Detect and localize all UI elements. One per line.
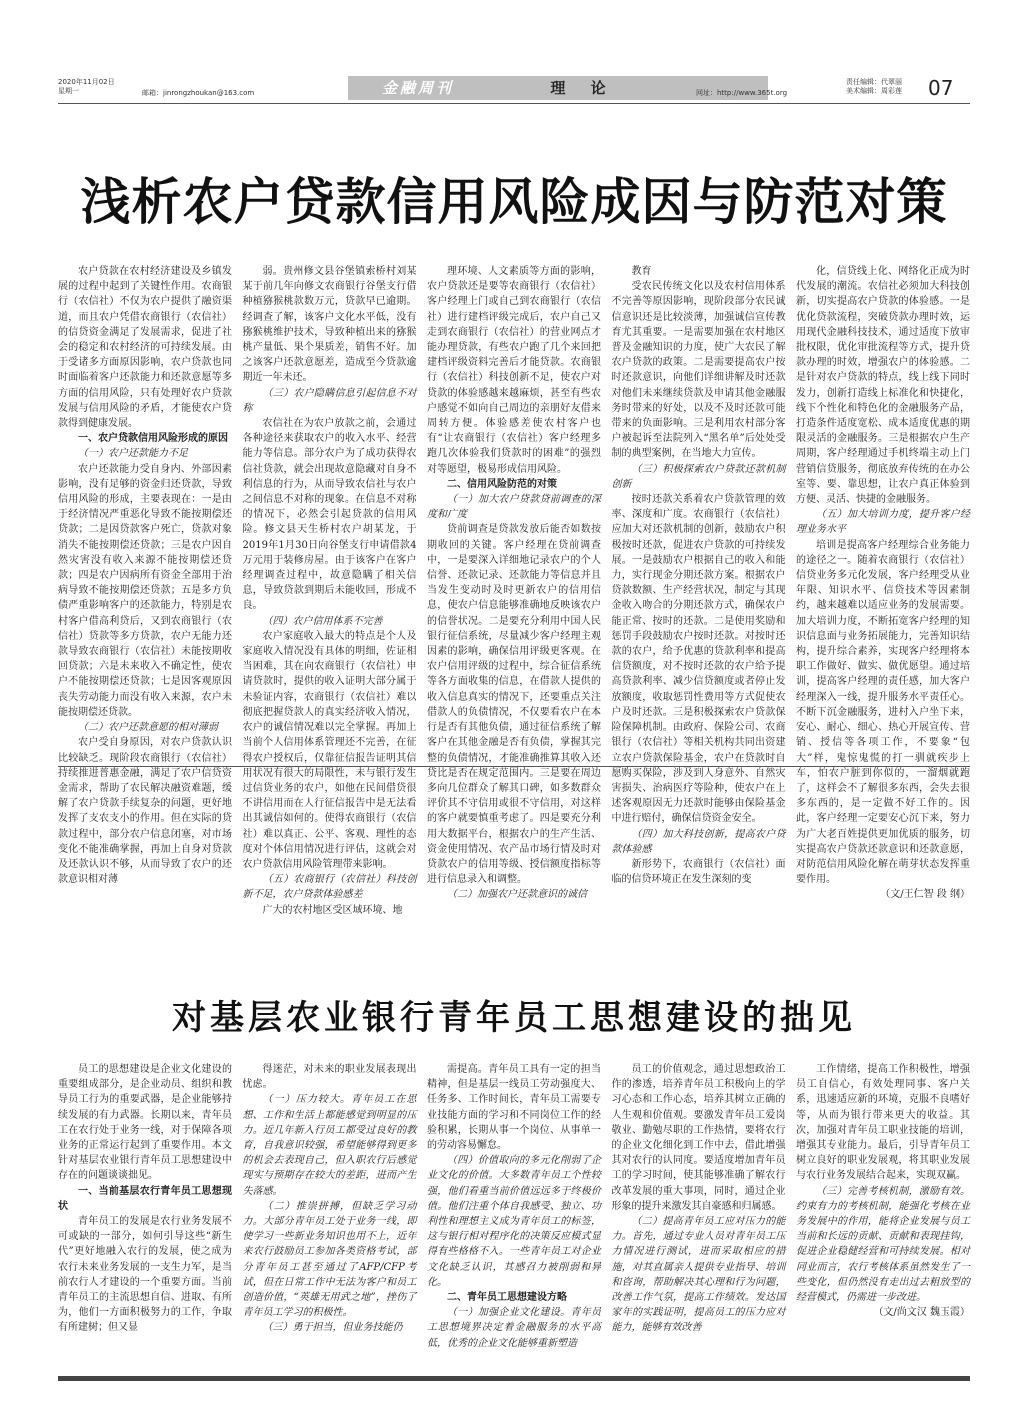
article1-column [58,264,232,886]
paragraph: 农户还款能力受自身内、外部因素影响，没有足够的资金归还贷款，导致信用风险的形成，主要表现在：一是由于经济情况严重恶化导致不能按期偿还贷款；二是因贷款客户死亡，贷款对象消失不能按期偿还贷款；三是农户因自然灾害没有收入来源不能按期偿还贷款；四是农户因病所有资金全部用于治病导致不能按期偿还贷款；五是多方负债严重影响客户的还款能力，特别是农村客户借高利贷后，又到农商银行（农信社）贷款等多方贷款，农户无能力还款导致农商银行（农信社）未能按期收回贷款；六是未来收入不确定性，使农户不能按期偿还贷款；七是因客观原因丧失劳动能力而没有收入来源，农户未能按期偿还贷款。 [58,463,232,718]
section-heading: 二、青年员工思想建设方略 [447,1292,567,1304]
paragraph: 员工的思想建设是企业文化建设的重要组成部分，是企业动员、组织和教导员工行为的重要武器，是企业能够持续发展的有力武器。长期以来，青年员工在农行处于业务一线，对于保障各项业务的正常运行起到了重要作用。本文针对基层农业银行青年员工思想建设中存在的问题谈谈拙见。 [58,1064,232,1182]
subsection-heading: （五）加大培训力度，提升客户经理业务水平 [796,509,970,536]
article1-column [796,264,970,901]
paragraph: 得迷茫，对未来的职业发展表现出忧虑。 [242,1064,417,1091]
paragraph: 教育 [631,266,652,277]
subsection-heading: （四）加大科技创新，提高农户贷款体验感 [611,828,786,855]
subsection-heading: （二）推崇拼搏，但缺乏学习动力。大部分青年员工处于业务一线，即使学习一些新业务知识也用不上，近年来农行鼓励员工参加各类资格考试，部分青年员工甚至通过了AFP/CFP考试，但在日常工作中无法为客户和员工创造价值，“英雄无用武之地”，挫伤了青年员工学习的积极性。 [242,1200,417,1319]
responsible-editor: 责任编辑：代翠丽 [846,78,902,86]
section-heading: 一、当前基层农行青年员工思想现状 [58,1185,232,1212]
article2-column [796,1062,970,1362]
subsection-heading: （三）积极探索农户贷款还款机制创新 [611,463,786,490]
paragraph: 广大的农村地区受区域环境、地 [262,904,403,916]
paragraph: 农户贷款在农村经济建设及乡镇发展的过程中起到了关键性作用。农商银行（农信社）不仅为农户提供了融资渠道，而且农户凭借农商银行（农信社）的信贷资金满足了发展需求，促进了社会的稳定和农村经济的可持续发展。由于受诸多方面原因影响，农户贷款也同时面临着客户还款能力和还款意愿等多方面的信用风险，只有处理好农户贷款发展与信用风险的矛盾，才能使农户贷款得到健康发展。 [58,266,232,430]
paragraph: 农信社在为农户放款之前，会通过各种途径来获取农户的收入水平、经营能力等信息。部分农户为了成功获得农信社贷款，就会出现故意隐藏对自身不利信息的行为，从而导致农信社与农户之间信息不对称的现象。在信息不对称的情况下，必然会引起贷款的信用风险。修文县天生桥村农户胡某龙，于2019年1月30日向谷堡支行申请借款4万元用于装修房屋。由于该客户在客户经理调查过程中，故意隐瞒了相关信息，导致贷款到期后未能收回，形成不良。 [242,418,417,612]
section-heading: 一、农户贷款信用风险形成的原因 [78,433,228,445]
masthead: 金融周刊 [381,79,454,97]
art-editor: 美术编辑：周彩莲 [846,87,902,95]
subsection-heading: （二）加强农户还款意识的诚信 [447,889,587,901]
paragraph: 新形势下，农商银行（农信社）面临的信贷环境正在发生深刻的变 [611,858,786,886]
subsection-heading: （一）加大农户贷款贷前调查的深度和广度 [427,494,601,521]
paragraph: 员工的价值观念，通过思想政治工作的渗透，培养青年员工积极向上的学习心态和工作心态，培养其树立正确的人生观和价值观。要激发青年员工爱岗敬业、勤勉尽职的工作热情，要将农行的企业文化细化到工作中去，借此增强其对农行的认同度。要适度增加青年员工的学习时间，使其能够准确了解农行改革发展的重大事项，同时，通过企业形象的提升来激发其自豪感和归属感。 [611,1064,786,1212]
section-name: 理 论 [550,79,616,97]
subsection-heading: （四）价值取向的多元化削弱了企业文化的价值。大多数青年员工个性较强，他们看重当前价值远远多于终极价值。他们注重个体自我感受、独立、功利性和理想主义成为青年员工的标签，这与银行相对程序化的决策反应模式显得有些格格不入。一些青年员工对企业文化缺乏认识，其感召力被削弱和异化。 [427,1155,601,1288]
paragraph: 农户家庭收入最大的特点是个人及家庭收入情况没有具体的明细，佐证相当困难，其在向农商银行（农信社）申请贷款时，提供的收入证明大部分属于未验证内容，农商银行（农信社）难以彻底把握贷款人的真实经济收入情况，农户的诚信情况难以完全掌握。再加上当前个人信用体系管理还不完善，在征得农户授权后，仅靠征信报告证明其信用状况有很大的局限性，未与银行发生过信贷业务的农户，如他在民间借贷很不讲信用而在人行征信报告中是无法看出其诚信如何的。使得农商银行（农信社）难以真正、公平、客观、理性的态度对个体信用情况进行评估，这就会对农户贷款信用风险管理带来影响。 [242,630,417,870]
article1-title: 浅析农户贷款信用风险成因与防范对策 [80,173,948,231]
article2-column [612,1062,786,1362]
subsection-heading: （一）加强企业文化建设。青年员工思想境界决定着金融服务的水平高低，优秀的企业文化能够重新塑造 [427,1307,601,1349]
article1-body [58,264,970,916]
paragraph: 培训是提高客户经理综合业务能力的途径之一。随着农商银行（农信社）信贷业务多元化发展，客户经理受从业年限、知识水平、信贷技术等因素制约，越来越难以适应业务的发展需要。加大培训力度，不断拓宽客户经理的知识信息面与业务拓展能力，完善知识结构，提升综合素养，实现客户经理将本职工作做好、做实、做优愿望。通过培训，提高客户经理的责任感，加大客户经理深入一线，提升服务水平责任心。不断下沉金融服务，进村入户坐下来，安心、耐心、细心、热心开展宣传、营销、授信等各项工作，不要象“包大”样，鬼惊鬼慌的打一驯就疾步上车，怕农户脏到你似的，一溜烟就跑了，这样会不了解很多东西，会失去很多东西的，是一定做不好工作的。因此，客户经理一定要安心沉下来，努力为广大老百姓提供更加优质的服务，切实提高农户贷款还款意识和还款意愿，对防范信用风险化解在萌芽状态发挥重要作用。 [796,539,970,886]
date-block [58,78,115,96]
page-number: 07 [928,76,954,100]
subsection-heading: （三）勇于担当，但业务技能仍 [262,1322,403,1334]
section-heading: 二、信用风险防范的对策 [447,478,557,490]
issue-weekday: 星期一 [58,87,79,95]
paragraph: 按时还款关系着农户贷款管理的效率、深度和广度。农商银行（农信社）应加大对还款机制的创新，鼓励农户积极按时还款，促进农户贷款的可持续发展。一是鼓励农户根据自己的收入和能力，实行现金分期还款方案。根据农户贷款数额、生产经营状况，制定与其现金收入吻合的分期还款方式，确保农户能正常、按时的还款。二是使用奖励和惩罚手段鼓励农户按时还款。对按时还款的农户，给予优惠的贷款利率和提高信贷额度，对不按时还款的农户给予提高贷款利率、减少信贷额度或者停止发放额度，收取惩罚性费用等方式促使农户及时还款。三是积极探索农户贷款保险保障机制。由政府、保险公司、农商银行（农信社）等相关机构共同出资建立农户贷款保险基金，农户在贷款时自愿购买保险，涉及到人身意外、自然灾害损失、治病医疗等险种，使农户在上述客观原因无力还款时能够由保险基金中进行赔付，确保信贷资金安全。 [611,494,786,825]
paragraph: 弱。贵州修文县谷堡镇索桥村刘某某于前几年向修文农商银行谷堡支行借种植猕猴桃款数万元，贷款早已逾期。经调查了解，该客户文化水平低，没有猕猴桃维护技术，导致种植出来的猕猴桃产量低、果个果质差，销售不好。加之该客户还款意愿差，造成至今贷款逾期近一年未还。 [242,266,417,384]
subsection-heading: （三）农户隐瞒信息引起信息不对称 [242,387,417,414]
article-divider [58,766,970,767]
paragraph: 青年员工的发展是农行业务发展不可或缺的一部分，如何引导这些“新生代”更好地融入农行的发展，使之成为农行未来业务发展的一支生力军，是当前农行人才建设的一个重要方面。当前青年员工的主流思想自信、进取、有所为，他们一方面积极努力的工作，争取有所建树；但又显 [58,1216,232,1334]
article2-column [427,1062,601,1362]
author-signature: （文/王仁智 段 纲） [880,889,970,901]
paragraph: 贷前调查是贷款发放后能否如数按期收回的关键。客户经理在贷前调查中，一是要深入详细地记录农户的个人信誉、还款记录、还款能力等信息并且当发生变动时及时更新农户的信用信息，使农户信息能够准确地反映该农户的信誉状况。二是要充分利用中国人民银行征信系统，尽量减少客户经理主观因素的影响，确保信用评级更客观。在农户信用评级的过程中，综合征信系统等各方面收集的信息，在借款人提供的收入信息真实的情况下，还要重点关注借款人的负债情况，不仅要看农户在本行是否有其他负债，通过征信系统了解客户在其他金融是否有负债，掌握其完整的负债情况，才能准确推算其收入还贷比是否在规定范围内。三是要在周边多向几位群众了解其口碑，如多数群众评价其不守信用或很不守信用，对这样的客户就要慎重考虑了。四是要充分利用大数据平台，根据农户的生产生活、资金使用情况、农产品市场行情及时对贷款农户的信用等级、授信额度指标等进行信息录入和调整。 [427,524,601,886]
subsection-heading: （五）农商银行（农信社）科技创新不足，农户贷款体验感差 [242,874,417,901]
paragraph: 理环境、人文素质等方面的影响，农户贷款还是要等农商银行（农信社）客户经理上门或自己到农商银行（农信社）进行建档评级完成后，农户自己又走到农商银行（农信社）的营业网点才能办理贷款，有些农户跑了几个来回把建档评级资料完善后才能贷款。农商银行（农信社）科技创新不足，使农户对贷款的体验感越来越麻烦，甚至有些农户感觉不如向自己周边的亲朋好友借来周转方便。体验感差使农村客户也有“让农商银行（农信社）客户经理多跑几次体验我们贷款时的困难”的强烈对等愿望，极易形成信用风险。 [427,266,601,475]
header-rule [58,103,970,104]
author-signature: （文/尚文汉 魏玉霞） [873,1307,970,1319]
article2-title: 对基层农业银行青年员工思想建设的拙见 [172,998,856,1038]
article1-column [242,264,417,916]
paragraph: 农户受自身原因，对农户贷款认识比较缺乏。现阶段农商银行（农信社）持续推进普惠金融，满足了农户信贷资金需求，帮助了农民解决融资难题，缓解了农户贷款手续复杂的问题，更好地发挥了支农支小的作用。但在实际的贷款过程中，部分农户信息闭塞，对市场变化不能准确掌握，再加上自身对贷款及还款认识不够，从而导致了农户的还款意识相对薄 [58,737,232,886]
article2-column [58,1062,232,1362]
issue-date: 2020年11月02日 [58,78,115,86]
article2-column [243,1062,417,1362]
footer-bar [58,1376,970,1381]
subsection-heading: （二）提高青年员工应对压力的能力。首先，通过专业人员对青年员工压力情况进行测试，进而采取相应的措施，对其直属亲人提供专业指导、培训和咨询，帮助解决其心理和行为问题，改善工作气氛，提高工作绩效。发达国家年的实践证明，提高员工的压力应对能力，能够有效改善 [611,1216,786,1334]
website-text: 网址：http://www.365t.org [696,89,788,97]
paragraph: 工作情绪，提高工作积极性，增强员工自信心，有效处理同事、客户关系，迅速适应新的环境，克服不良嗜好等，从而为银行带来更大的收益。其次，加强对青年员工职业技能的培训，增强其专业能力。最后，引导青年员工树立良好的职业发展观，将其职业发展与农行业务发展结合起来，实现双赢。 [796,1064,970,1182]
subsection-heading: （三）完善考核机制，激励有效。约束有力的考核机制，能强化考核在业务发展中的作用，能将企业发展与员工当前和长远的贡献、贡献和表现挂钩，促进企业稳健经营和可持续发展。相对同业而言，农行考核体系虽然发生了一些变化，但仍然没有走出过去粗放型的经营模式，仍需进一步改进。 [796,1185,970,1304]
subsection-heading: （四）农户信用体系不完善 [262,615,383,627]
subsection-heading: （二）农户还款意愿的相对薄弱 [78,722,218,734]
paragraph: 需提高。青年员工具有一定的担当精神，但是基层一线员工劳动强度大、任务多、工作时间长，青年员工需要专业技能方面的学习和不同岗位工作的经验积累，长期从事一个岗位、从事单一的劳动容易懈怠。 [427,1064,601,1152]
article1-column [611,264,786,886]
paragraph: 受农民传统文化以及农村信用体系不完善等原因影响，现阶段部分农民诚信意识还是比较淡薄，加强诚信宣传教育尤其重要。一是需要加强在农村地区普及金融知识的力度，使广大农民了解农户贷款的政策。二是需要提高农户按时还款意识，向他们详细讲解及时还款对他们未来继续贷款及申请其他金融服务时带来的好处，以及不及时还款可能带来的负面影响。三是利用农村部分客户被起诉至法院列入“黑名单”后处处受制的典型案例，在当地大力宣传。 [611,281,786,460]
article1-column [427,264,601,901]
subsection-heading: （一）农户还款能力不足 [78,448,188,460]
email-text: 邮箱：jinrongzhoukan@163.com [142,89,255,97]
paragraph: 化，信贷线上化、网络化正成为时代发展的潮流。农信社必须加大科技创新，切实提高农户贷款的体验感。一是优化贷款流程，突破贷款办理时效，运用现代金融科技技术，通过适度下放审批权限，优化审批流程等方式，提升贷款办理的时效，增强农户的体验感。二是针对农户贷款的特点，线上线下同时发力，创新打造线上标准化和快捷化，线下个性化和特色化的金融服务产品，打造条件适度宽松、成本适度优惠的期限灵活的金融服务。三是根据农户生产周期，客户经理通过手机终端主动上门营销信贷服务，彻底放弃传统的在办公室等、要、靠思想，让农户真正体验到方便、灵活、快捷的金融服务。 [796,266,970,506]
page-header [58,74,970,102]
editor-block [846,78,902,96]
article2-body [58,1062,970,1362]
subsection-heading: （一）压力较大。青年员工在思想、工作和生活上都能感觉到明显的压力。近几年新入行员工都受过良好的教育，自我意识较强，希望能够得到更多的机会去表现自己，但入职农行后感觉现实与预期存在较大的差距，进而产生失落感。 [242,1094,417,1197]
